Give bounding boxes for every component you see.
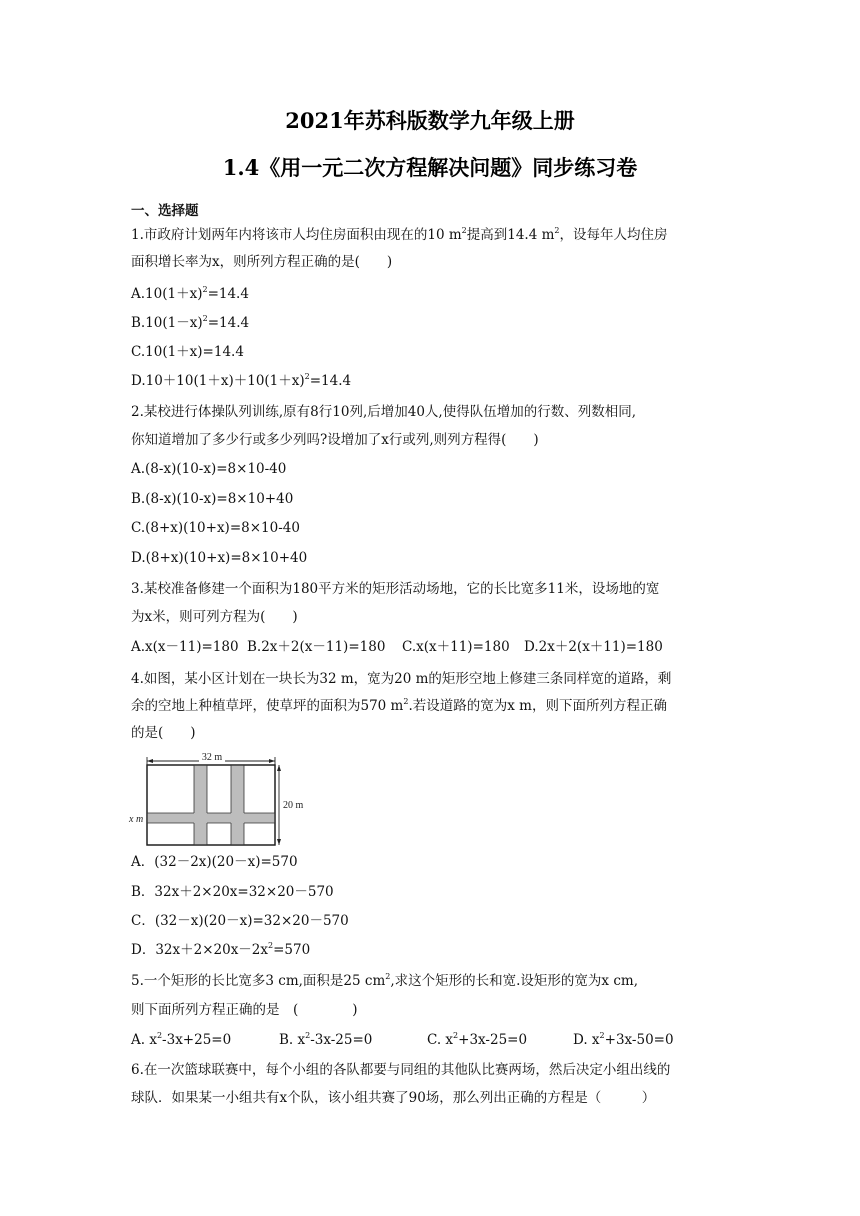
q4-option-b[interactable]: B．32x＋2×20x=32×20－570 (131, 884, 334, 900)
q2-option-c[interactable]: C.(8+x)(10+x)=8×10-40 (131, 520, 300, 536)
fig-label-road-width: x m (129, 814, 144, 825)
fig-label-width: 20 m (283, 800, 304, 811)
q4-option-c[interactable]: C．(32－x)(20－x)=32×20－570 (131, 913, 349, 929)
question-6-text: 6.在一次篮球联赛中，每个小组的各队都要与同组的其他队比赛两场，然后决定小组出线的 (131, 1062, 671, 1078)
question-3-text-cont: 为x米，则可列方程为( ) (131, 609, 298, 625)
q3-option-d[interactable]: D.2x＋2(x＋11)=180 (524, 639, 663, 655)
question-4-text-cont: 余的空地上种植草坪，使草坪的面积为570 $m^2$.若设道路的宽为x m，则下面所列方程正确 (131, 697, 667, 714)
q3-option-b[interactable]: B.2x＋2(x－11)=180 (247, 639, 386, 655)
q5-options-row (131, 1031, 674, 1049)
fig-label-length: 32 m (201, 752, 223, 763)
q1-option-c[interactable]: C.10(1＋x)=14.4 (131, 344, 244, 360)
field-rectangle (147, 765, 275, 845)
q3-options-row (131, 638, 663, 656)
vertical-road-1 (194, 765, 207, 845)
q1-option-a[interactable]: $A.10(1+x)^2=14.4$ (131, 285, 249, 302)
question-2-text-cont: 你知道增加了多少行或多少列吗?设增加了x行或列,则列方程得( ) (131, 432, 539, 448)
question-4-text-end: 的是( ) (131, 725, 196, 741)
section-heading: 一、选择题 (131, 203, 199, 219)
q3-option-a[interactable]: A.x(x－11)=180 (131, 639, 239, 655)
q1-option-d[interactable]: $D.10+10(1+x)+10(1+x)^2=14.4$ (131, 372, 352, 389)
question-5-text-cont: 则下面所列方程正确的是 ( ) (131, 1002, 358, 1018)
question-4-text: 4.如图，某小区计划在一块长为32 m，宽为20 m的矩形空地上修建三条同样宽的道路，剩 (131, 671, 672, 687)
question-2-text: 2.某校进行体操队列训练,原有8行10列,后增加40人,使得队伍增加的行数、列数相同, (131, 404, 636, 420)
question-1-text: 1.市政府计划两年内将该市人均住房面积由现在的10 $m^2$提高到14.4 $m^2$，设每年人均住房 (131, 226, 668, 243)
q1-option-b[interactable]: $B.10(1-x)^2=14.4$ (131, 314, 250, 331)
q4-option-a[interactable]: A．(32－2x)(20－x)=570 (131, 854, 298, 870)
q2-option-b[interactable]: B.(8-x)(10-x)=8×10+40 (131, 491, 294, 507)
question-5-text: 5.一个矩形的长比宽多3 cm,面积是25 $cm^2$,求这个矩形的长和宽.设矩形的宽为x cm, (131, 972, 638, 989)
q2-option-d[interactable]: D.(8+x)(10+x)=8×10+40 (131, 550, 308, 566)
q4-option-d[interactable]: D．$32x+2\times 20x-2x^2=570$ (131, 941, 311, 958)
document-title: 2021年苏科版数学九年级上册 (285, 108, 575, 133)
horizontal-road (147, 813, 275, 823)
question-6-text-cont: 球队．如果某一小组共有x个队，该小组共赛了90场，那么列出正确的方程是（ ） (131, 1090, 656, 1106)
q5-option-c[interactable]: C. $x^2+3x-25=0$ (427, 1031, 528, 1048)
q5-option-d[interactable]: D. $x^2+3x-50=0$ (573, 1031, 674, 1048)
road-diagram (127, 748, 307, 850)
q5-option-b[interactable]: B. $x^2-3x-25=0$ (279, 1031, 373, 1048)
q5-option-a[interactable]: A. $x^2-3x+25=0$ (131, 1031, 232, 1048)
question-3-text: 3.某校准备修建一个面积为180平方米的矩形活动场地，它的长比宽多11米，设场地的宽 (131, 581, 660, 597)
document-subtitle: 1.4《用一元二次方程解决问题》同步练习卷 (222, 155, 638, 180)
q3-option-c[interactable]: C.x(x＋11)=180 (402, 639, 510, 655)
question-1-text-cont: 面积增长率为x，则所列方程正确的是( ) (131, 254, 393, 270)
vertical-road-2 (231, 765, 244, 845)
q2-option-a[interactable]: A.(8-x)(10-x)=8×10-40 (131, 461, 287, 477)
